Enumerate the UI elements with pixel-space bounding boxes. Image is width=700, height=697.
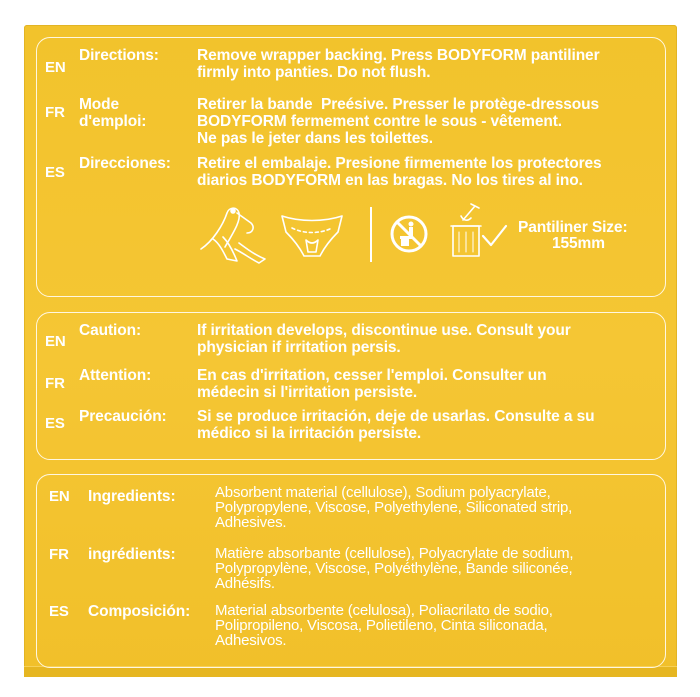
caution-fr-code: FR xyxy=(45,375,65,392)
ingredients-en-text: Absorbent material (cellulose), Sodium polyacrylate, Polypropylene, Viscose, Polyethylene, Siliconated strip, Adhesives. xyxy=(215,484,573,531)
ingredients-es-text: Material absorbente (celulosa), Poliacrilato de sodio, Polipropileno, Viscosa, Polietileno, Cinta siliconada, Adhesivos. xyxy=(215,602,553,649)
directions-fr-code: FR xyxy=(45,104,65,121)
caution-en-text: If irritation develops, discontinue use. Consult your physician if irritation persis. xyxy=(197,322,571,356)
checkmark-icon xyxy=(480,224,508,248)
caution-en-label: Caution: xyxy=(79,322,142,339)
caution-es-label: Precaución: xyxy=(79,408,167,425)
caution-fr-text: En cas d'irritation, cesser l'emploi. Consulter un médecin si l'irritation persiste. xyxy=(197,367,547,401)
directions-es-text: Retire el embalaje. Presione firmemente los protectores diarios BODYFORM en las bragas. No los tires al ino. xyxy=(197,155,602,189)
icon-divider xyxy=(370,207,372,262)
directions-fr-text: Retirer la bande Preésive. Presser le protège-dressous BODYFORM fermement contre le sous - vêtement. Ne pas le jeter dans les toilettes. xyxy=(197,96,599,147)
ingredients-es-label: Composición: xyxy=(88,603,191,620)
pantiliner-peel-icon xyxy=(193,203,273,265)
caution-es-text: Si se produce irritación, deje de usarlas. Consulte a su médico si la irritación persiste. xyxy=(197,408,595,442)
caution-en-code: EN xyxy=(45,333,66,350)
ingredients-en-code: EN xyxy=(49,488,70,505)
panties-icon xyxy=(276,210,348,260)
ingredients-fr-text: Matière absorbante (cellulose), Polyacrylate de sodium, Polypropylène, Viscose, Polyéthylène, Bande siliconée, Adhésifs. xyxy=(215,545,574,592)
directions-en-code: EN xyxy=(45,59,66,76)
caution-fr-label: Attention: xyxy=(79,367,152,384)
ingredients-fr-label: ingrédients: xyxy=(88,546,176,563)
directions-en-text: Remove wrapper backing. Press BODYFORM pantiliner firmly into panties. Do not flush. xyxy=(197,47,600,81)
ingredients-en-label: Ingredients: xyxy=(88,488,176,505)
caution-es-code: ES xyxy=(45,415,65,432)
directions-es-label: Direcciones: xyxy=(79,155,171,172)
directions-en-label: Directions: xyxy=(79,47,159,64)
ingredients-fr-code: FR xyxy=(49,546,69,563)
pantiliner-size-value: 155mm xyxy=(552,235,605,252)
pantiliner-size-label: Pantiliner Size: xyxy=(518,219,628,236)
no-flush-icon xyxy=(389,214,429,254)
ingredients-es-code: ES xyxy=(49,603,69,620)
directions-fr-label: Mode d'emploi: xyxy=(79,96,147,130)
directions-es-code: ES xyxy=(45,164,65,181)
